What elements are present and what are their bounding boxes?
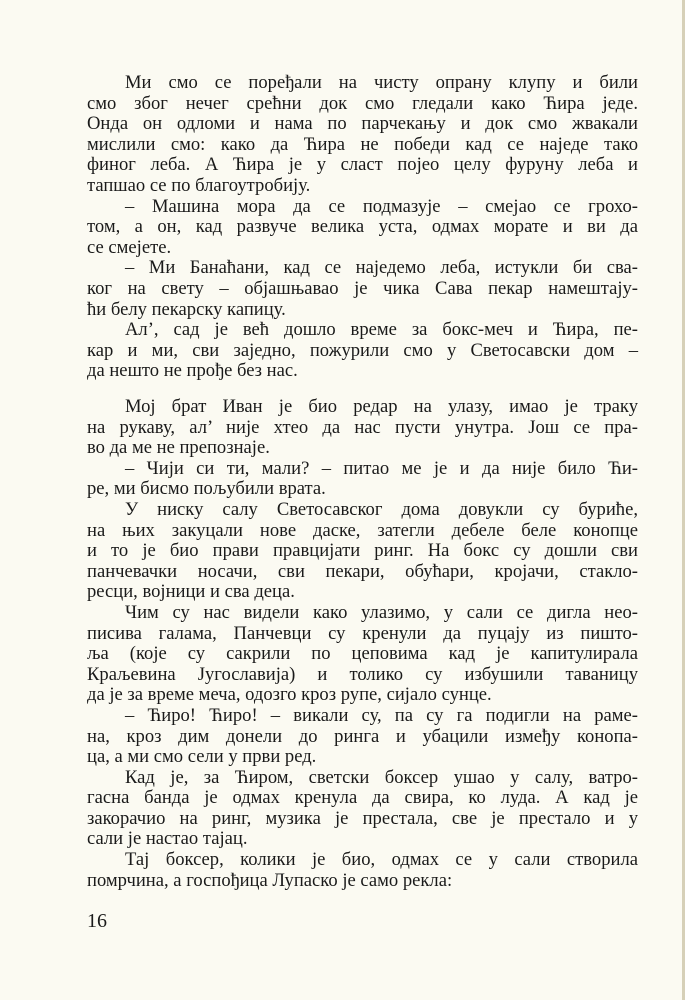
text-line: на рукаву, ал’ није хтео да нас пусти унутра. Још се пра- — [87, 416, 638, 438]
paragraph — [87, 850, 638, 891]
text-line: се смејете. — [87, 236, 172, 258]
paragraph — [87, 320, 638, 382]
text-line: во да ме не препознаје. — [87, 437, 270, 459]
text-line: – Ми Банаћани, кад се наједемо леба, истукли би сва- — [125, 257, 638, 279]
text-line: да нешто не прође без нас. — [87, 360, 298, 382]
text-line: кар и ми, сви заједно, пожурили смо у Светосавски дом – — [87, 339, 638, 361]
paragraph — [87, 258, 638, 320]
text-line: Чим су нас видели како улазимо, у сали се дигла нео- — [125, 601, 638, 623]
text-line: ког на свету – објашњавао је чика Сава пекар намештају- — [87, 277, 638, 299]
text-line: – Чији си ти, мали? – питао ме је и да није било Ћи- — [125, 457, 638, 479]
text-line: закорачио на ринг, музика је престала, све је престало и у — [87, 807, 638, 829]
text-line: Краљевина Југославија) и толико су избушили таваницу — [87, 663, 638, 685]
paragraph — [87, 397, 638, 459]
text-line: ља (које су сакрили по цеповима кад је капитулирала — [87, 643, 638, 665]
text-line: том, а он, кад развуче велика уста, одмах морате и ви да — [87, 216, 638, 238]
text-line: тапшао се по благоутробију. — [87, 174, 311, 196]
text-line: Ми смо се поређали на чисту опрану клупу и били — [125, 72, 638, 93]
paragraph — [87, 73, 638, 197]
paragraph — [87, 197, 638, 259]
text-line: ре, ми бисмо пољубили врата. — [87, 478, 326, 500]
text-line: гасна банда је одмах кренула да свира, ко луда. А кад је — [87, 787, 638, 809]
text-line: Онда он одломи и нама по парчекању и док смо жвакали — [87, 113, 638, 135]
paragraph — [87, 768, 638, 850]
text-line: мислили смо: како да Ћира не победи кад се наједе тако — [87, 133, 638, 155]
paragraph — [87, 603, 638, 706]
text-line: ца, а ми смо сели у први ред. — [87, 746, 317, 768]
text-line: Кад је, за Ћиром, светски боксер ушао у салу, ватро- — [125, 766, 638, 788]
text-line: помрчина, а госпођица Лупаско је само рекла: — [87, 869, 453, 891]
text-line: смо због нечег срећни док смо гледали како Ћира једе. — [87, 92, 638, 114]
text-line: и то је био прави правцијати ринг. На бокс су дошли сви — [87, 540, 638, 562]
text-line: Тај боксер, колики је био, одмах се у сали створила — [125, 849, 638, 871]
text-line: финог леба. А Ћира је у сласт појео целу фуруну леба и — [87, 154, 638, 176]
text-line: – Ћиро! Ћиро! – викали су, па су га подигли на раме- — [125, 704, 638, 726]
text-section-2 — [87, 397, 638, 891]
text-section-1 — [87, 73, 638, 382]
text-line: ћи белу пекарску капицу. — [87, 298, 286, 320]
text-line: У ниску салу Светосавског дома довукли су буриће, — [125, 498, 638, 520]
text-line: Ал’, сад је већ дошло време за бокс-меч и Ћира, пе- — [125, 319, 638, 341]
text-line: панчевачки носачи, сви пекари, обућари, кројачи, стакло- — [87, 560, 638, 582]
text-line: ресци, војници и сва деца. — [87, 581, 295, 603]
paragraph — [87, 706, 638, 768]
text-line: – Машина мора да се подмазује – смејао се грохо- — [125, 195, 638, 217]
text-line: да је за време меча, одозго кроз рупе, сијало сунце. — [87, 684, 492, 706]
text-line: на њих закуцали нове даске, затегли дебеле беле конопце — [87, 519, 638, 541]
text-line: на, кроз дим донели до ринга и убацили између конопа- — [87, 725, 638, 747]
text-line: сали је настао тајац. — [87, 828, 248, 850]
paragraph — [87, 500, 638, 603]
page-number: 16 — [87, 910, 107, 932]
text-line: писива галама, Панчевци су кренули да пуцају из пишто- — [87, 622, 638, 644]
text-line: Мој брат Иван је био редар на улазу, имао је траку — [125, 396, 638, 417]
paragraph — [87, 459, 638, 500]
